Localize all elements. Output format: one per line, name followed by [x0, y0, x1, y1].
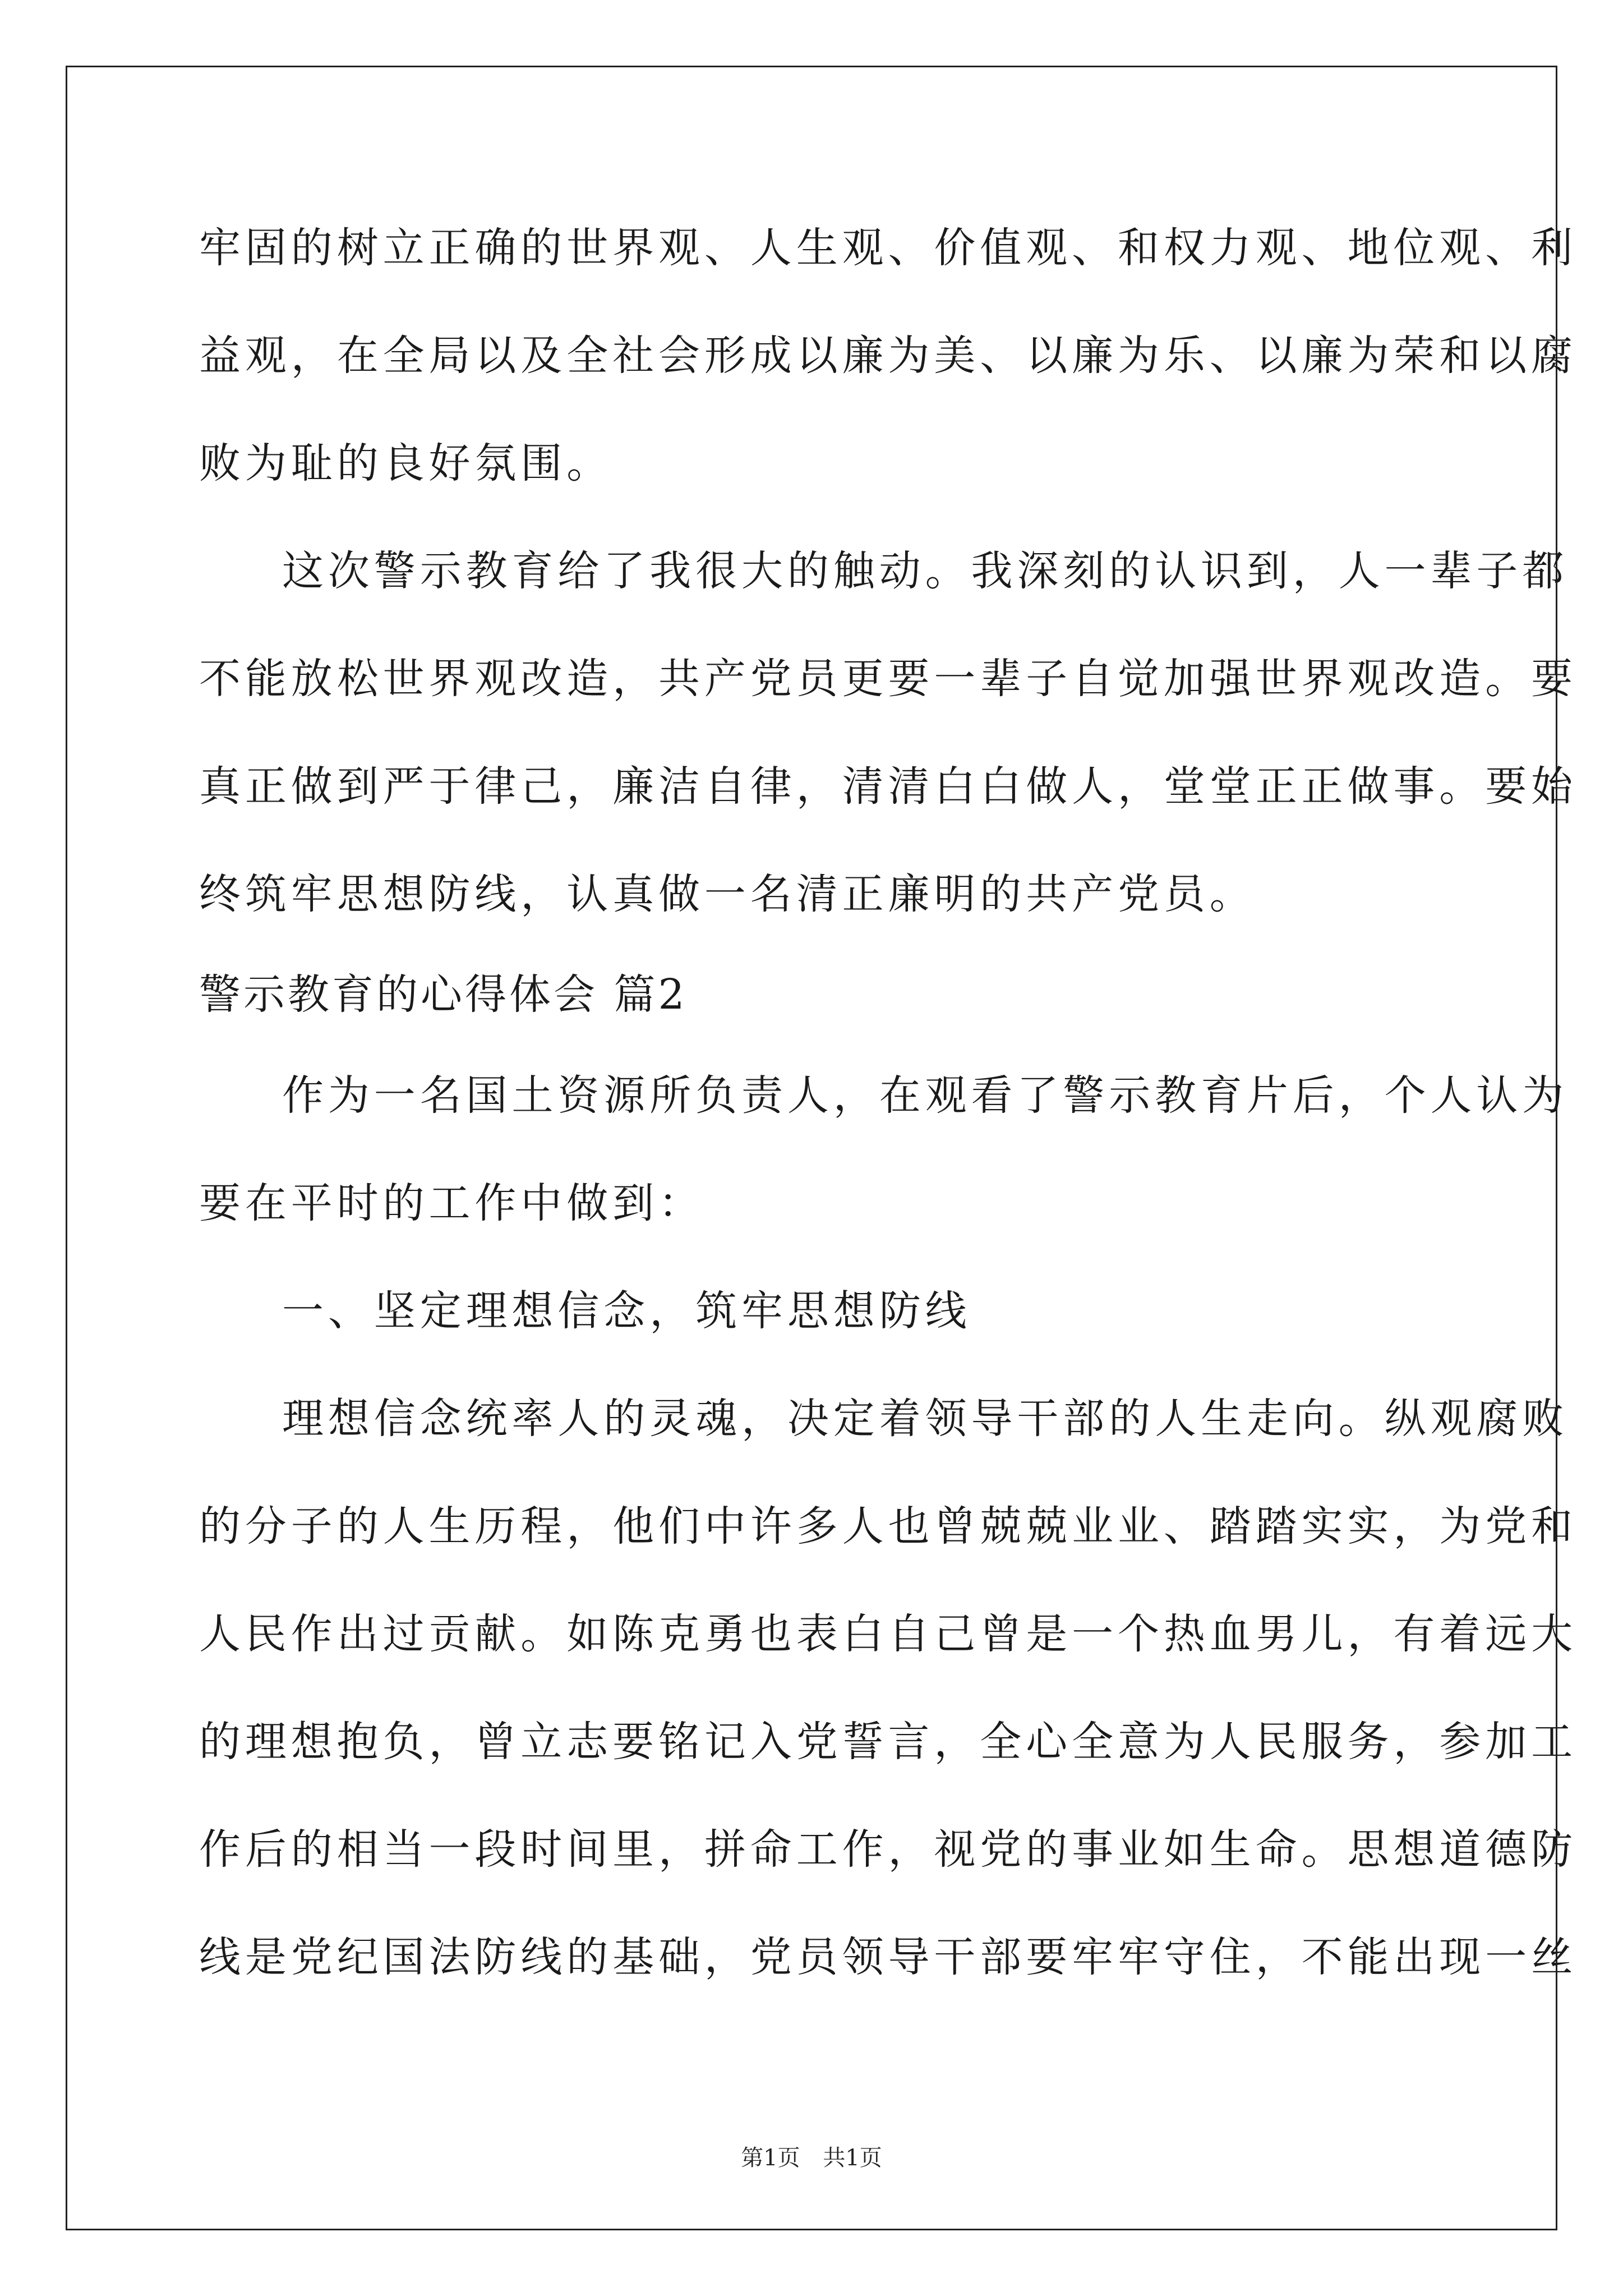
- text-line: 人民作出过贡献。如陈克勇也表白自己曾是一个热血男儿，有着远大: [199, 1610, 1577, 1658]
- text-line: 的理想抱负，曾立志要铭记入党誓言，全心全意为人民服务，参加工: [199, 1718, 1577, 1766]
- page-number-total: 共1页: [823, 2145, 882, 2171]
- text-line: 牢固的树立正确的世界观、人生观、价值观、和权力观、地位观、利: [199, 224, 1577, 272]
- page-border: [66, 66, 1557, 2230]
- page-number-current: 第1页: [741, 2145, 800, 2171]
- text-line: 这次警示教育给了我很大的触动。我深刻的认识到，人一辈子都: [282, 547, 1569, 595]
- text-line: 败为耻的良好氛围。: [199, 439, 613, 487]
- text-line: 益观，在全局以及全社会形成以廉为美、以廉为乐、以廉为荣和以腐: [199, 332, 1577, 380]
- text-line: 作后的相当一段时间里，拼命工作，视党的事业如生命。思想道德防: [199, 1825, 1577, 1874]
- text-line: 不能放松世界观改造，共产党员更要一辈子自觉加强世界观改造。要: [199, 655, 1577, 703]
- text-line: 终筑牢思想防线，认真做一名清正廉明的共产党员。: [199, 870, 1256, 918]
- text-line: 作为一名国土资源所负责人，在观看了警示教育片后，个人认为: [282, 1071, 1569, 1120]
- subheading: 一、坚定理想信念，筑牢思想防线: [282, 1287, 971, 1335]
- section-heading: 警示教育的心得体会 篇2: [199, 970, 688, 1019]
- text-line: 线是党纪国法防线的基础，党员领导干部要牢牢守住，不能出现一丝: [199, 1933, 1577, 1981]
- text-line: 理想信念统率人的灵魂，决定着领导干部的人生走向。纵观腐败: [282, 1395, 1569, 1443]
- text-line: 要在平时的工作中做到：: [199, 1179, 704, 1227]
- page-footer: [0, 2144, 1623, 2172]
- text-line: 真正做到严于律己，廉洁自律，清清白白做人，堂堂正正做事。要始: [199, 762, 1577, 811]
- text-line: 的分子的人生历程，他们中许多人也曾兢兢业业、踏踏实实，为党和: [199, 1502, 1577, 1550]
